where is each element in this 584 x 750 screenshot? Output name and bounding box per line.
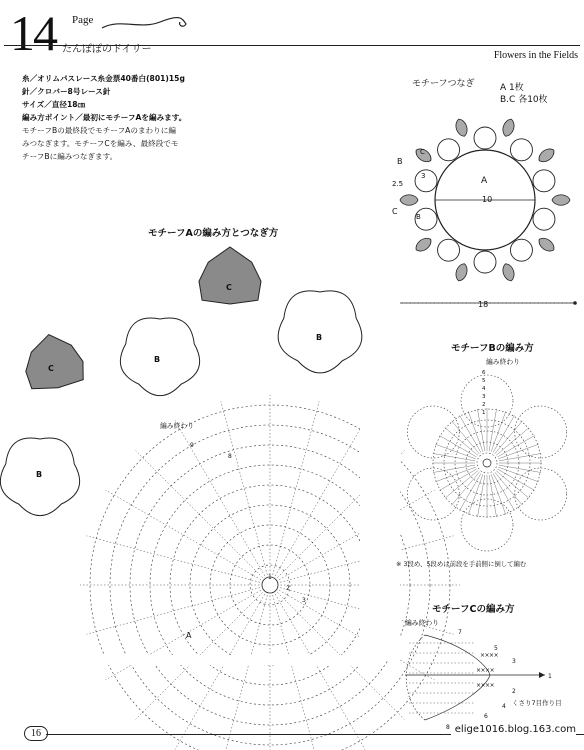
radial-stitch: [86, 585, 270, 634]
center-ring: [483, 459, 491, 467]
motif-c-leaf: [552, 195, 570, 206]
motif-c-stitches-top: ××××: [480, 652, 499, 659]
motif-b-circle: [415, 170, 437, 192]
instruction-line: 糸／オリムパスレース糸金票40番白(801)15g: [22, 74, 185, 83]
joining-label-a: A: [481, 176, 488, 186]
motif-c-row-1: 1: [548, 673, 552, 680]
motif-a-row-9: 9: [190, 442, 194, 449]
mask: [0, 655, 380, 665]
joining-diagram: [380, 100, 580, 320]
radial-stitch: [136, 585, 270, 719]
joining-title: モチーフつなぎ: [412, 79, 475, 89]
motif-c-row-4: 4: [502, 703, 506, 710]
swash-decoration: [100, 14, 190, 34]
mask: [360, 235, 400, 660]
radial-stitch: [489, 409, 496, 451]
motif-a-label-c2: C: [48, 364, 54, 373]
radial-stitch: [221, 401, 270, 585]
motif-b-circle: [533, 208, 555, 230]
motif-a-end-label: 編み終わり: [160, 422, 194, 430]
motif-b-circle: [474, 127, 496, 149]
motif-b-flower: [278, 291, 362, 373]
radial-stitch: [270, 420, 365, 585]
instruction-line: 編み方ポイント／最初にモチーフAを編みます。: [22, 113, 187, 122]
motif-b-circle: [438, 239, 460, 261]
motif-b-row-5: 5: [482, 378, 486, 384]
motif-c-row-3: 3: [512, 658, 516, 665]
motif-c-leaf: [413, 235, 434, 254]
radial-stitch: [270, 585, 319, 750]
radial-stitch: [270, 401, 319, 585]
leaf-outline: [425, 635, 490, 720]
instruction-line: みつなぎます。モチーフCを編み、最終段でモ: [22, 139, 179, 148]
motif-a-label-a: A: [186, 631, 192, 640]
page-title: たんぽぽのドイリー: [62, 44, 152, 55]
header-rule: [4, 45, 580, 46]
radial-stitch: [175, 585, 270, 750]
dim-inner: 10: [482, 195, 493, 204]
joining-label-c2: C: [420, 148, 425, 156]
radial-stitch: [498, 444, 538, 459]
motif-b-circle: [533, 170, 555, 192]
page-number: 14: [10, 5, 56, 61]
dim-offset: 2.5: [392, 180, 404, 188]
motif-b-circle: [474, 251, 496, 273]
legend-a-count: 1枚: [509, 83, 524, 93]
radial-stitch: [491, 474, 506, 514]
motif-c-row-8: 8: [446, 724, 450, 731]
instruction-line: モチーフBの最終段でモチーフAのまわりに編: [22, 126, 176, 135]
motif-c-row-2: 2: [512, 688, 516, 695]
radial-stitch: [105, 490, 270, 585]
motif-c-leaf: [536, 235, 557, 254]
motif-a-row-8: 8: [228, 453, 232, 460]
joining-label-c: C: [392, 207, 398, 216]
legend-bc-key: B.C: [500, 95, 516, 105]
dim-total: 18: [478, 300, 489, 309]
footer-page-number: 16: [24, 726, 48, 741]
legend-bc-count: 各10枚: [518, 95, 548, 105]
motif-b-end-label: 編み終わり: [486, 358, 520, 366]
motif-b-circle: [510, 239, 532, 261]
radial-stitch: [491, 411, 506, 451]
motif-b-row-3: 3: [482, 394, 486, 400]
motif-a-row-3: 3: [302, 597, 306, 604]
motif-c-title: モチーフCの編み方: [432, 604, 515, 615]
radial-stitch: [136, 451, 270, 585]
instruction-line: サイズ／直径18㎝: [22, 100, 86, 109]
dim-petal: 3: [421, 172, 426, 180]
leaf-outline: [406, 635, 425, 720]
instruction-line: 針／クロバー8号レース針: [22, 87, 111, 96]
joining-label-b: B: [397, 157, 403, 166]
motif-c-end-label: 編み終わり: [405, 619, 439, 627]
motif-a-label-b3: B: [36, 470, 43, 479]
page-label: Page: [72, 14, 94, 26]
motif-b-circle: [510, 139, 532, 161]
header-subtitle: Flowers in the Fields: [493, 50, 578, 61]
motif-c-leaf: [501, 262, 517, 282]
motif-c-stitches-mid: ××××: [476, 667, 495, 674]
radial-stitch: [86, 536, 270, 585]
motif-c-row-5: 5: [494, 645, 498, 652]
radial-stitch: [221, 585, 270, 750]
dimension-dot: [573, 301, 577, 305]
motif-b-row-2: 2: [482, 402, 486, 408]
motif-c-leaf: [199, 247, 261, 304]
motif-c-leaf: [400, 195, 418, 206]
motif-c-leaf: [536, 146, 557, 165]
radial-stitch: [270, 585, 365, 750]
motif-a-label-b2: B: [316, 333, 323, 342]
motif-c-start-note: くさり7目作り目: [512, 699, 562, 707]
motif-a-row-1: 1: [268, 574, 272, 581]
legend-a-key: A: [500, 83, 507, 93]
motif-b-row-1: 1: [482, 410, 486, 416]
motif-c-leaf: [454, 262, 470, 282]
instructions: [22, 72, 232, 163]
motif-c-leaf: [501, 118, 517, 138]
motif-b-diagram: [395, 355, 580, 550]
motif-b-row-4: 4: [482, 386, 486, 392]
motif-c-row-6: 6: [484, 713, 488, 720]
joining-label-b2: B: [416, 213, 421, 221]
radial-stitch: [489, 475, 496, 517]
arrow-head: [539, 672, 545, 678]
motif-c-leaf: [20, 330, 86, 393]
motif-a-label-b1: B: [154, 355, 161, 364]
radial-stitch: [433, 453, 475, 460]
radial-stitch: [477, 475, 484, 517]
motif-b-note: ※ 3段め、5段めは前段を手前側に倒して編む: [396, 560, 527, 568]
motif-a-row-2: 2: [286, 585, 290, 592]
motif-a-title: モチーフAの編み方とつなぎ方: [148, 228, 279, 239]
motif-c-leaf: [454, 118, 470, 138]
footer-url: elige1016.blog.163.com: [451, 724, 576, 735]
radial-stitch: [433, 465, 475, 472]
motif-a-label-c1: C: [226, 283, 232, 292]
motif-b-row-6: 6: [482, 370, 486, 376]
motif-b-circle: [438, 139, 460, 161]
instruction-line: チーフBに編みつなぎます。: [22, 152, 118, 161]
motif-c-row-7: 7: [458, 629, 462, 636]
motif-c-stitches-low: ××××: [476, 682, 495, 689]
motif-b-title: モチーフBの編み方: [451, 343, 534, 354]
